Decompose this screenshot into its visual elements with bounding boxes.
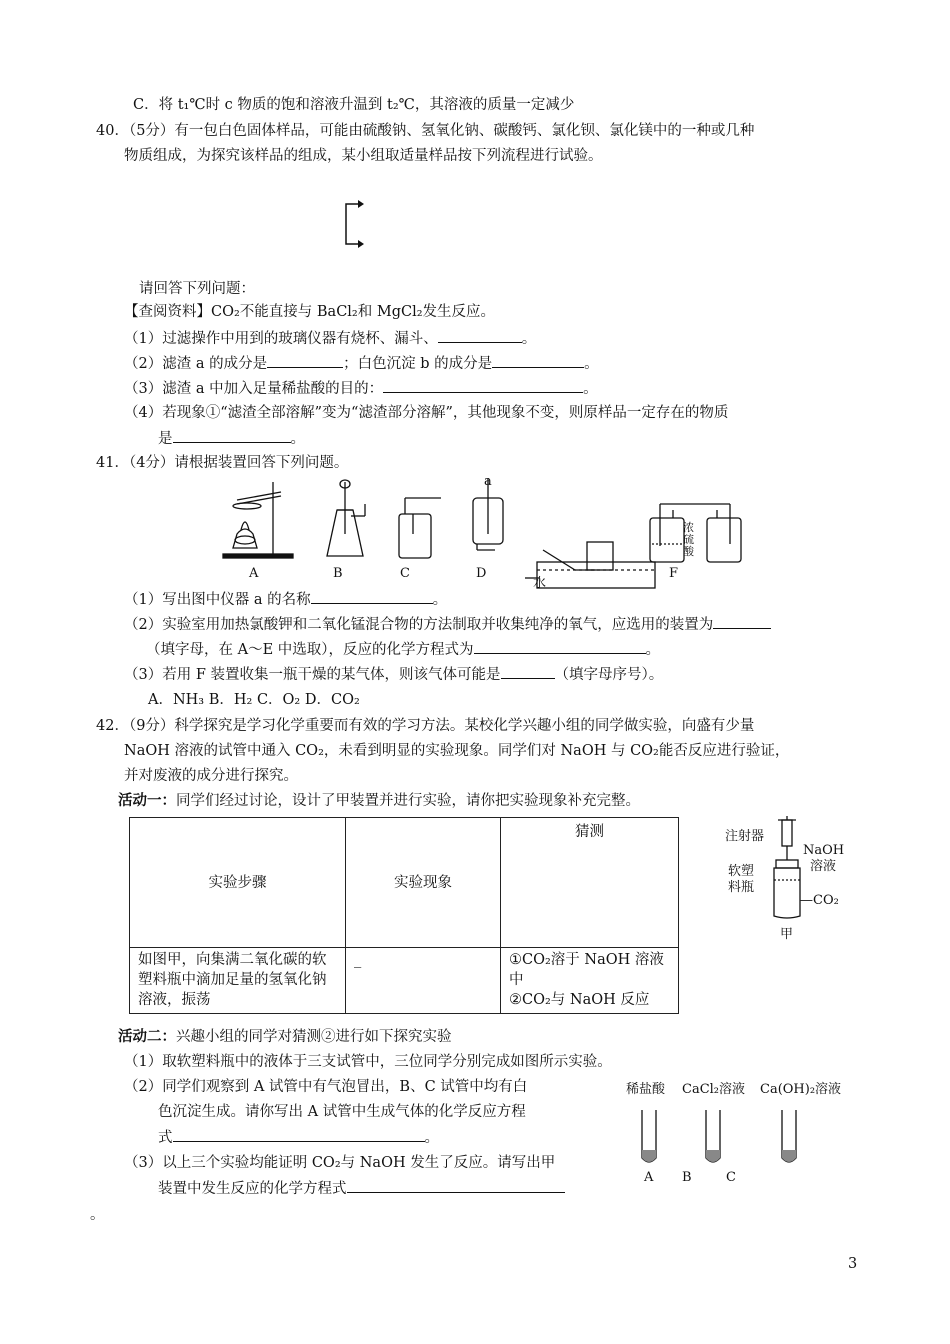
- fig-jia-bottle-label-1: 软塑: [728, 864, 755, 879]
- fig-jia-syringe-label: 注射器: [725, 829, 765, 844]
- q41-sub2-line2: [146, 639, 660, 660]
- test-tubes-figure: [630, 1108, 810, 1168]
- q42-sub3-text-b: 装置中发生反应的化学方程式: [158, 1181, 347, 1197]
- q42-sub2-line3: [158, 1127, 439, 1148]
- guess-2: ②CO₂与 NaOH 反应: [509, 992, 650, 1008]
- tube-label-dilute-hcl: 稀盐酸: [626, 1082, 666, 1097]
- q42-activity2: [118, 1027, 452, 1047]
- q40-sub1-text: （1）过滤操作中用到的玻璃仪器有烧杯、漏斗、: [124, 331, 438, 347]
- activity1-title: 活动一：: [118, 792, 176, 809]
- q41-intro: 41．（4分）请根据装置回答下列问题。: [96, 455, 349, 471]
- q41-sub1: [124, 589, 447, 610]
- q40-sub4-text: 是: [158, 431, 173, 447]
- activity1-table: [129, 817, 679, 1014]
- table-header-guess: 猜测: [501, 818, 679, 948]
- tube-label-cacl2: CaCl₂溶液: [682, 1082, 746, 1097]
- q41-sub3-text-b: （填字母序号）。: [554, 667, 664, 683]
- q40-sub3: [124, 378, 598, 399]
- q40-sub2-text-b: ；白色沉淀 b 的成分是: [343, 356, 493, 372]
- answer-blank[interactable]: [311, 589, 433, 604]
- q41-sub2-text-b: （填字母，在 A～E 中选取），反应的化学方程式为: [146, 642, 474, 658]
- fig-label-b: B: [333, 566, 343, 581]
- table-header-step: 实验步骤: [130, 818, 346, 948]
- q42-sub2-line2: 色沉淀生成。请你写出 A 试管中生成气体的化学反应方程: [158, 1104, 526, 1120]
- q40-intro-line2: 物质组成，为探究该样品的组成，某小组取适量样品按下列流程进行试验。: [124, 148, 603, 164]
- q40-sub1: [124, 328, 536, 349]
- q40-sub4-line1: （4）若现象①“滤渣全部溶解”变为“滤渣部分溶解”，其他现象不变，则原样品一定存在的物质: [124, 405, 729, 421]
- answer-blank[interactable]: [713, 614, 771, 629]
- answer-blank[interactable]: [173, 1127, 425, 1142]
- q42-intro-line1: 42．（9分）科学探究是学习化学重要而有效的学习方法。某校化学兴趣小组的同学做实验，向盛有少量: [96, 718, 755, 734]
- q41-sub2-line1: [124, 614, 771, 635]
- fig-jia-co2-label: —CO₂: [800, 893, 839, 908]
- q40-sub2-text-a: （2）滤渣 a 的成分是: [124, 356, 268, 372]
- activity1-text: 同学们经过讨论，设计了甲装置并进行实验，请你把实验现象补充完整。: [176, 793, 640, 809]
- table-guess-cell: [501, 948, 679, 1014]
- fig-label-c: C: [400, 566, 410, 581]
- q40-prompt: 请回答下列问题：: [139, 281, 255, 297]
- answer-blank[interactable]: [347, 1178, 565, 1193]
- answer-blank[interactable]: [173, 428, 291, 443]
- q40-sub4-end: 。: [290, 431, 305, 447]
- q42-sub3-line2: [158, 1178, 565, 1199]
- tube-label-caoh2: Ca(OH)₂溶液: [760, 1082, 842, 1097]
- fig-label-d: D: [476, 566, 487, 581]
- q40-sub2-end: 。: [584, 356, 599, 372]
- activity2-title: 活动二：: [118, 1028, 176, 1045]
- q40-flow-bracket: [338, 196, 368, 252]
- answer-blank[interactable]: [492, 353, 584, 368]
- q42-sub2-line1: （2）同学们观察到 A 试管中有气泡冒出，B、C 试管中均有白: [124, 1079, 528, 1095]
- fig-jia-bottle-label-2: 料瓶: [728, 880, 755, 895]
- q42-sub2-end: 。: [424, 1130, 439, 1146]
- q42-intro-line3: 并对废液的成分进行探究。: [124, 768, 298, 784]
- tube-letter-c: C: [726, 1170, 736, 1185]
- q42-sub1: （1）取软塑料瓶中的液体于三支试管中，三位同学分别完成如图所示实验。: [124, 1054, 612, 1070]
- activity2-text: 兴趣小组的同学对猜测②进行如下探究实验: [176, 1029, 452, 1045]
- q42-intro-line2: NaOH 溶液的试管中通入 CO₂，未看到明显的实验现象。同学们对 NaOH 与 CO₂能否反应进行验证，: [124, 743, 790, 759]
- q40-sub3-text: （3）滤渣 a 中加入足量稀盐酸的目的：: [124, 381, 384, 397]
- fig-label-water: 水: [533, 576, 547, 591]
- q40-sub4-line2: [158, 428, 305, 449]
- q41-sub2-text-a: （2）实验室用加热氯酸钾和二氧化锰混合物的方法制取并收集纯净的氧气，应选用的装置为: [124, 617, 714, 633]
- q42-sub2-text-c: 式: [158, 1130, 173, 1146]
- q40-sub2: [124, 353, 599, 374]
- q42-activity1: [118, 791, 640, 811]
- tube-letter-a: A: [644, 1170, 654, 1185]
- answer-blank[interactable]: [501, 664, 555, 679]
- fig-label-f: F: [669, 566, 679, 581]
- fig-label-a-upper: A: [249, 566, 259, 581]
- q41-sub1-end: 。: [432, 592, 448, 608]
- q41-sub3-text-a: （3）若用 F 装置收集一瓶干燥的某气体，则该气体可能是: [124, 667, 501, 683]
- q41-options: A．NH₃ B．H₂ C．O₂ D．CO₂: [148, 692, 360, 708]
- q40-reference: 【查阅资料】CO₂不能直接与 BaCl₂和 MgCl₂发生反应。: [124, 304, 496, 320]
- fig-jia-caption: 甲: [780, 927, 794, 942]
- q41-sub2-end: 。: [645, 642, 661, 658]
- answer-blank[interactable]: [383, 378, 583, 393]
- q42-end-mark: 。: [90, 1207, 105, 1223]
- fig-label-conc-sulfuric-acid: 浓 硫 酸: [683, 521, 694, 558]
- q40-sub3-end: 。: [583, 381, 598, 397]
- fig-label-instrument-a: a: [484, 474, 492, 489]
- answer-blank[interactable]: [474, 639, 646, 654]
- q40-intro-line1: 40．（5分）有一包白色固体样品，可能由硫酸钠、氢氧化钠、碳酸钙、氯化钡、氯化镁中的一种或几种: [96, 123, 755, 139]
- q39-option-c: C．将 t₁℃时 c 物质的饱和溶液升温到 t₂℃，其溶液的质量一定减少: [133, 97, 575, 113]
- q41-sub3: [124, 664, 663, 685]
- answer-blank[interactable]: [438, 328, 522, 343]
- page-number: 3: [848, 1256, 858, 1272]
- q41-sub1-text: （1）写出图中仪器 a 的名称: [124, 592, 311, 608]
- table-observation-cell[interactable]: _: [346, 948, 501, 1014]
- fig-jia-solution-label: 溶液: [810, 859, 837, 874]
- tube-letter-b: B: [682, 1170, 692, 1185]
- q42-sub3-line1: （3）以上三个实验均能证明 CO₂与 NaOH 发生了反应。请写出甲: [124, 1155, 556, 1171]
- answer-blank[interactable]: [267, 353, 343, 368]
- q40-sub1-end: 。: [521, 331, 537, 347]
- fig-jia-naoh-label: NaOH: [803, 843, 845, 858]
- table-step-cell: 如图甲，向集满二氧化碳的软塑料瓶中滴加足量的氢氧化钠溶液，振荡: [130, 948, 346, 1014]
- table-header-observation: 实验现象: [346, 818, 501, 948]
- guess-1: ①CO₂溶于 NaOH 溶液中: [509, 952, 664, 988]
